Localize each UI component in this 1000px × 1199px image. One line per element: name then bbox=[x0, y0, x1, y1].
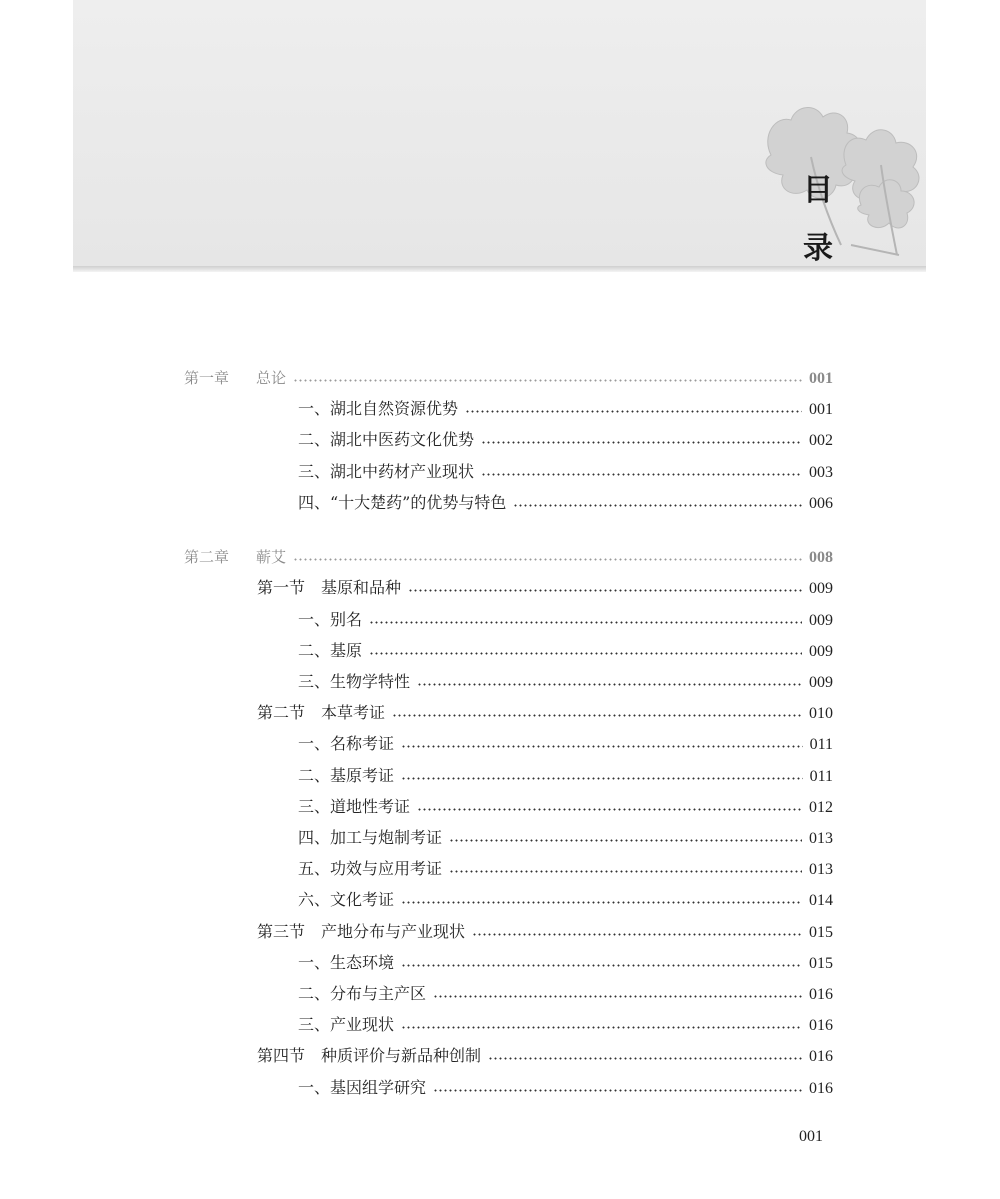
toc-entry-title: 三、产业现状 bbox=[298, 1015, 395, 1034]
toc-entry-title bbox=[184, 368, 286, 388]
toc-item-row[interactable] bbox=[298, 462, 833, 483]
toc-page-number: 010 bbox=[809, 705, 833, 722]
toc-page-number: 011 bbox=[809, 736, 833, 753]
toc-page-number: 012 bbox=[809, 799, 833, 816]
dot-leader bbox=[417, 808, 802, 811]
toc-item-row[interactable] bbox=[298, 984, 833, 1005]
toc-entry-title: 六、文化考证 bbox=[298, 890, 395, 909]
toc-chapter-row[interactable] bbox=[184, 547, 833, 568]
dot-leader bbox=[401, 1026, 802, 1029]
toc-item-row[interactable] bbox=[298, 1078, 833, 1099]
toc-entry-title: 一、湖北自然资源优势 bbox=[298, 399, 459, 418]
toc-item-row[interactable] bbox=[298, 828, 833, 849]
toc-entry-title: 二、基原考证 bbox=[298, 766, 395, 785]
toc-item-row[interactable] bbox=[298, 641, 833, 662]
toc-entry-title: 四、加工与炮制考证 bbox=[298, 828, 443, 847]
toc-page-number: 001 bbox=[809, 401, 833, 418]
dot-leader bbox=[369, 621, 802, 624]
toc-page-number: 016 bbox=[809, 1048, 833, 1065]
toc-page-number: 013 bbox=[809, 830, 833, 847]
toc-item-row[interactable] bbox=[298, 953, 833, 974]
dot-leader bbox=[433, 1089, 802, 1092]
dot-leader bbox=[401, 777, 803, 780]
toc-page-number: 002 bbox=[809, 432, 833, 449]
toc-page-number: 001 bbox=[809, 370, 833, 387]
toc-item-row[interactable] bbox=[298, 430, 833, 451]
toc-page-number: 008 bbox=[809, 549, 833, 566]
chapter-number: 第一章 bbox=[184, 369, 230, 387]
toc-page-number: 013 bbox=[809, 861, 833, 878]
toc-title-char-lu: 录 bbox=[803, 231, 833, 266]
toc-item-row[interactable] bbox=[298, 734, 833, 755]
toc-entry-title: 二、分布与主产区 bbox=[298, 984, 427, 1003]
toc-item-row[interactable] bbox=[298, 493, 833, 514]
dot-leader bbox=[401, 745, 803, 748]
dot-leader bbox=[433, 995, 802, 998]
toc-entry-title: 第二节 本草考证 bbox=[257, 703, 386, 722]
dot-leader bbox=[369, 652, 802, 655]
dot-leader bbox=[401, 901, 802, 904]
toc-section-row[interactable] bbox=[257, 922, 833, 943]
toc-entry-title: 一、别名 bbox=[298, 610, 363, 629]
toc-entry-title: 三、道地性考证 bbox=[298, 797, 411, 816]
dot-leader bbox=[472, 933, 802, 936]
chapter-title: 蕲艾 bbox=[256, 548, 287, 566]
chapter-number: 第二章 bbox=[184, 548, 230, 566]
toc-item-row[interactable] bbox=[298, 890, 833, 911]
dot-leader bbox=[465, 410, 802, 413]
toc-page-number: 015 bbox=[809, 955, 833, 972]
dot-leader bbox=[293, 379, 802, 382]
toc-entry-title: 第一节 基原和品种 bbox=[257, 578, 402, 597]
toc-page-number: 016 bbox=[809, 1080, 833, 1097]
toc-page-number: 009 bbox=[809, 580, 833, 597]
toc-entry-title: 第三节 产地分布与产业现状 bbox=[257, 922, 466, 941]
toc-chapter-row[interactable] bbox=[184, 368, 833, 389]
toc-item-row[interactable] bbox=[298, 610, 833, 631]
toc-page-number: 016 bbox=[809, 1017, 833, 1034]
toc-entry-title: 四、“十大楚药”的优势与特色 bbox=[298, 493, 507, 512]
toc-page-number: 016 bbox=[809, 986, 833, 1003]
toc-entry-title: 三、湖北中药材产业现状 bbox=[298, 462, 475, 481]
toc-entry-title: 一、名称考证 bbox=[298, 734, 395, 753]
toc-entry-title: 二、湖北中医药文化优势 bbox=[298, 430, 475, 449]
toc-item-row[interactable] bbox=[298, 766, 833, 787]
toc-item-row[interactable] bbox=[298, 1015, 833, 1036]
toc-entry-title: 三、生物学特性 bbox=[298, 672, 411, 691]
toc-page-number: 006 bbox=[809, 495, 833, 512]
chapter-title: 总论 bbox=[256, 369, 287, 387]
toc-page-number: 009 bbox=[809, 643, 833, 660]
toc-section-row[interactable] bbox=[257, 703, 833, 724]
toc-entry-title: 一、基因组学研究 bbox=[298, 1078, 427, 1097]
dot-leader bbox=[449, 870, 802, 873]
toc-entry-title: 二、基原 bbox=[298, 641, 363, 660]
toc-title-char-mu: 目 bbox=[803, 173, 833, 208]
toc-section-row[interactable] bbox=[257, 1046, 833, 1067]
page-number: 001 bbox=[799, 1128, 823, 1145]
toc-page-number: 003 bbox=[809, 464, 833, 481]
toc-entry-title: 五、功效与应用考证 bbox=[298, 859, 443, 878]
dot-leader bbox=[293, 558, 802, 561]
toc-item-row[interactable] bbox=[298, 797, 833, 818]
toc-entry-title: 一、生态环境 bbox=[298, 953, 395, 972]
toc-item-row[interactable] bbox=[298, 859, 833, 880]
dot-leader bbox=[401, 964, 802, 967]
dot-leader bbox=[417, 683, 802, 686]
toc-item-row[interactable] bbox=[298, 672, 833, 693]
dot-leader bbox=[481, 473, 802, 476]
toc-page-number: 009 bbox=[809, 612, 833, 629]
toc-page-number: 015 bbox=[809, 924, 833, 941]
toc-page-number: 014 bbox=[809, 892, 833, 909]
dot-leader bbox=[392, 714, 802, 717]
toc-entry-title bbox=[184, 547, 286, 567]
toc-item-row[interactable] bbox=[298, 399, 833, 420]
toc-page-number: 009 bbox=[809, 674, 833, 691]
dot-leader bbox=[513, 504, 802, 507]
dot-leader bbox=[449, 839, 802, 842]
dot-leader bbox=[481, 441, 802, 444]
toc-entry-title: 第四节 种质评价与新品种创制 bbox=[257, 1046, 482, 1065]
dot-leader bbox=[408, 589, 802, 592]
toc-page-number: 011 bbox=[809, 768, 833, 785]
toc-section-row[interactable] bbox=[257, 578, 833, 599]
dot-leader bbox=[488, 1057, 802, 1060]
